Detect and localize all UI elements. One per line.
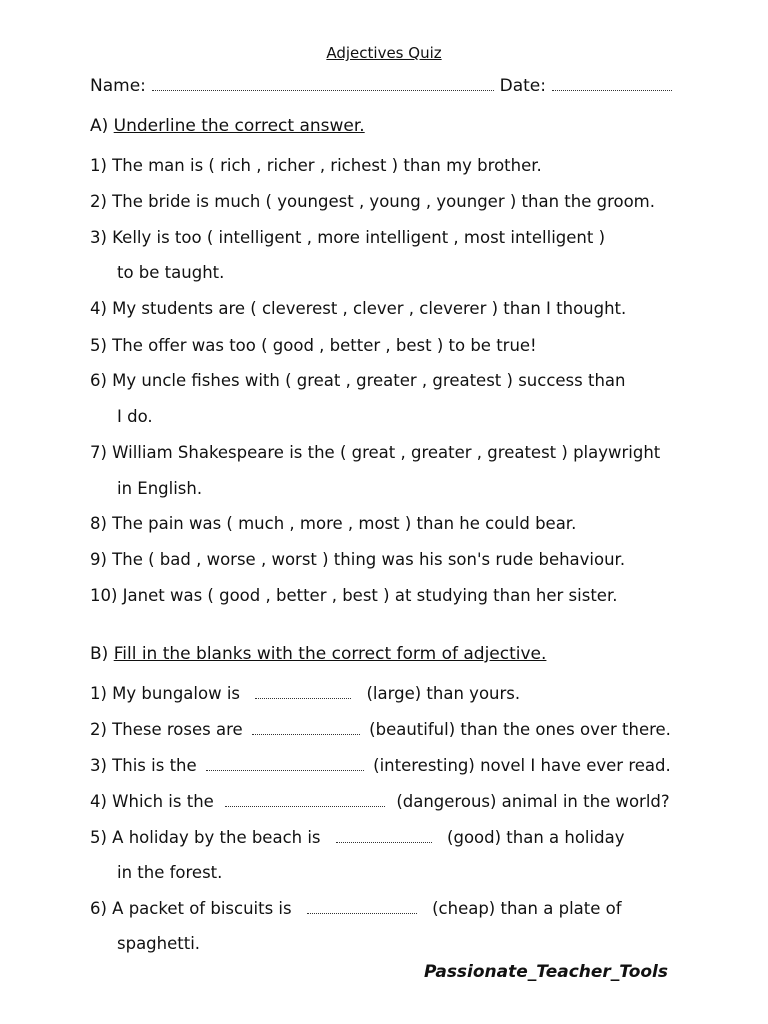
question-a6: 6) My uncle fishes with ( great , greater , greatest ) success than [90, 371, 626, 390]
question-b1-start: 1) My bungalow is [90, 684, 240, 703]
question-b5 [90, 827, 672, 849]
question-a3-continued: to be taught. [117, 263, 225, 282]
question-b1 [90, 683, 672, 705]
name-blank [152, 89, 494, 91]
question-b4-start: 4) Which is the [90, 792, 214, 811]
page-title: Adjectives Quiz [326, 44, 442, 62]
question-b6 [90, 898, 672, 920]
section-b-heading [90, 644, 546, 664]
question-b4-end: (dangerous) animal in the world? [396, 792, 670, 811]
answer-blank[interactable] [252, 722, 360, 735]
question-a6-continued: I do. [117, 407, 153, 426]
question-b3-start: 3) This is the [90, 756, 197, 775]
question-b6-continued: spaghetti. [117, 934, 201, 953]
question-a7: 7) William Shakespeare is the ( great , greater , greatest ) playwright [90, 443, 661, 462]
date-blank [552, 89, 672, 91]
question-b2-end: (beautiful) than the ones over there. [369, 720, 671, 739]
date-label: Date: [499, 76, 546, 96]
question-a7-continued: in English. [117, 479, 203, 498]
signature-watermark: Passionate_Teacher_Tools [423, 962, 668, 982]
section-a-instruction: Underline the correct answer. [113, 116, 365, 136]
name-date-line [90, 76, 672, 96]
question-a5: 5) The offer was too ( good , better , best ) to be true! [90, 336, 537, 355]
question-b6-end: (cheap) than a plate of [432, 899, 622, 918]
question-a9: 9) The ( bad , worse , worst ) thing was his son's rude behaviour. [90, 550, 626, 569]
section-a-letter: A) [90, 116, 109, 136]
question-a10: 10) Janet was ( good , better , best ) at studying than her sister. [90, 586, 618, 605]
section-b-letter: B) [90, 644, 109, 664]
section-a-heading [90, 116, 365, 136]
question-b2-start: 2) These roses are [90, 720, 243, 739]
question-b1-end: (large) than yours. [366, 684, 521, 703]
question-b3-end: (interesting) novel I have ever read. [373, 756, 671, 775]
question-b6-start: 6) A packet of biscuits is [90, 899, 292, 918]
question-b5-continued: in the forest. [117, 863, 223, 882]
question-a1: 1) The man is ( rich , richer , richest ) than my brother. [90, 156, 542, 175]
answer-blank[interactable] [336, 830, 432, 843]
section-b-instruction: Fill in the blanks with the correct form of adjective. [113, 644, 547, 664]
question-a4: 4) My students are ( cleverest , clever , cleverer ) than I thought. [90, 299, 627, 318]
question-b4 [90, 791, 672, 813]
question-b5-end: (good) than a holiday [447, 828, 625, 847]
answer-blank[interactable] [307, 901, 417, 914]
question-a2: 2) The bride is much ( youngest , young , younger ) than the groom. [90, 192, 655, 211]
question-b5-start: 5) A holiday by the beach is [90, 828, 321, 847]
name-label: Name: [90, 76, 146, 96]
question-a3: 3) Kelly is too ( intelligent , more intelligent , most intelligent ) [90, 228, 606, 247]
question-b2 [90, 719, 672, 741]
answer-blank[interactable] [225, 794, 385, 807]
answer-blank[interactable] [206, 758, 364, 771]
question-a8: 8) The pain was ( much , more , most ) than he could bear. [90, 514, 577, 533]
answer-blank[interactable] [255, 686, 351, 699]
question-b3 [90, 755, 672, 777]
